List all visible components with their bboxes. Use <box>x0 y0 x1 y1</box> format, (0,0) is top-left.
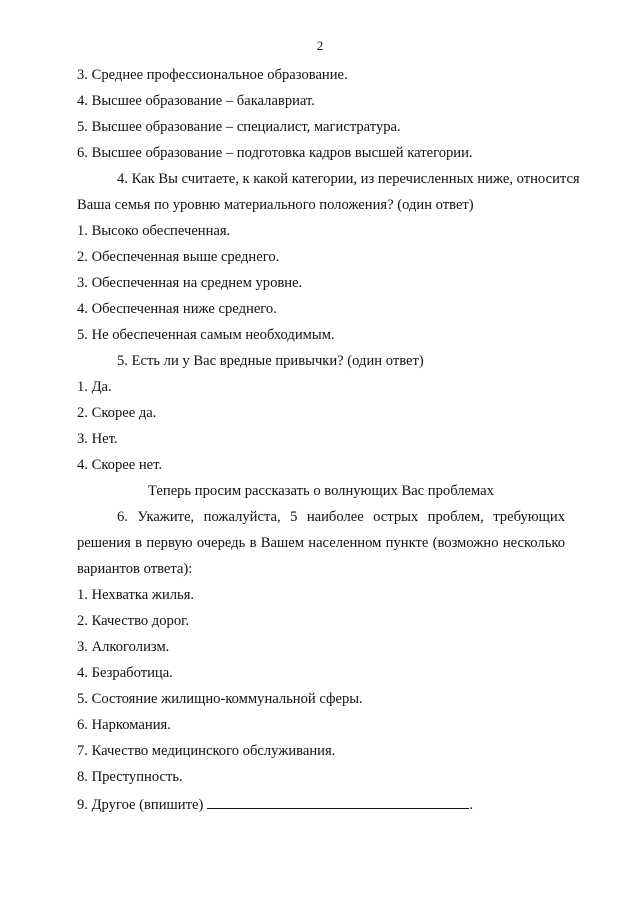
other-write-in-line[interactable] <box>207 794 469 809</box>
page-number: 2 <box>316 38 324 53</box>
question-6-option-1: 1. Нехватка жилья. <box>77 587 195 603</box>
question-5-option-3: 3. Нет. <box>77 431 118 447</box>
education-option-5: 5. Высшее образование – специалист, магистратура. <box>77 119 401 135</box>
question-5-option-1: 1. Да. <box>77 379 112 395</box>
question-6-option-7: 7. Качество медицинского обслуживания. <box>77 743 336 759</box>
question-4-option-1: 1. Высоко обеспеченная. <box>77 223 231 239</box>
question-6-option-6: 6. Наркомания. <box>77 717 171 733</box>
question-4-option-5: 5. Не обеспеченная самым необходимым. <box>77 327 335 343</box>
question-4-option-3: 3. Обеспеченная на среднем уровне. <box>77 275 303 291</box>
question-5-option-2: 2. Скорее да. <box>77 405 157 421</box>
question-6-option-5: 5. Состояние жилищно-коммунальной сферы. <box>77 691 363 707</box>
question-6-option-9 <box>77 794 473 814</box>
question-6-line-2: решения в первую очередь в Вашем населенном пункте (возможно несколько <box>77 535 565 551</box>
question-4-line-2: Ваша семья по уровню материального положения? (один ответ) <box>77 197 474 213</box>
question-4-option-4: 4. Обеспеченная ниже среднего. <box>77 301 277 317</box>
question-6-option-3: 3. Алкоголизм. <box>77 639 170 655</box>
section-heading: Теперь просим рассказать о волнующих Вас проблемах <box>148 483 494 499</box>
question-4-option-2: 2. Обеспеченная выше среднего. <box>77 249 280 265</box>
other-label: 9. Другое (впишите) <box>77 797 204 813</box>
education-option-4: 4. Высшее образование – бакалавриат. <box>77 93 315 109</box>
education-option-3: 3. Среднее профессиональное образование. <box>77 67 348 83</box>
question-4-line-1: 4. Как Вы считаете, к какой категории, из перечисленных ниже, относится <box>117 171 580 187</box>
question-6-line-3: вариантов ответа): <box>77 561 193 577</box>
education-option-6: 6. Высшее образование – подготовка кадров высшей категории. <box>77 145 473 161</box>
question-5-option-4: 4. Скорее нет. <box>77 457 163 473</box>
question-6-option-8: 8. Преступность. <box>77 769 183 785</box>
question-6-option-4: 4. Безработица. <box>77 665 173 681</box>
question-5: 5. Есть ли у Вас вредные привычки? (один ответ) <box>117 353 424 369</box>
question-6-option-2: 2. Качество дорог. <box>77 613 190 629</box>
other-end: . <box>469 797 473 813</box>
question-6-line-1: 6. Укажите, пожалуйста, 5 наиболее острых проблем, требующих <box>117 509 565 525</box>
